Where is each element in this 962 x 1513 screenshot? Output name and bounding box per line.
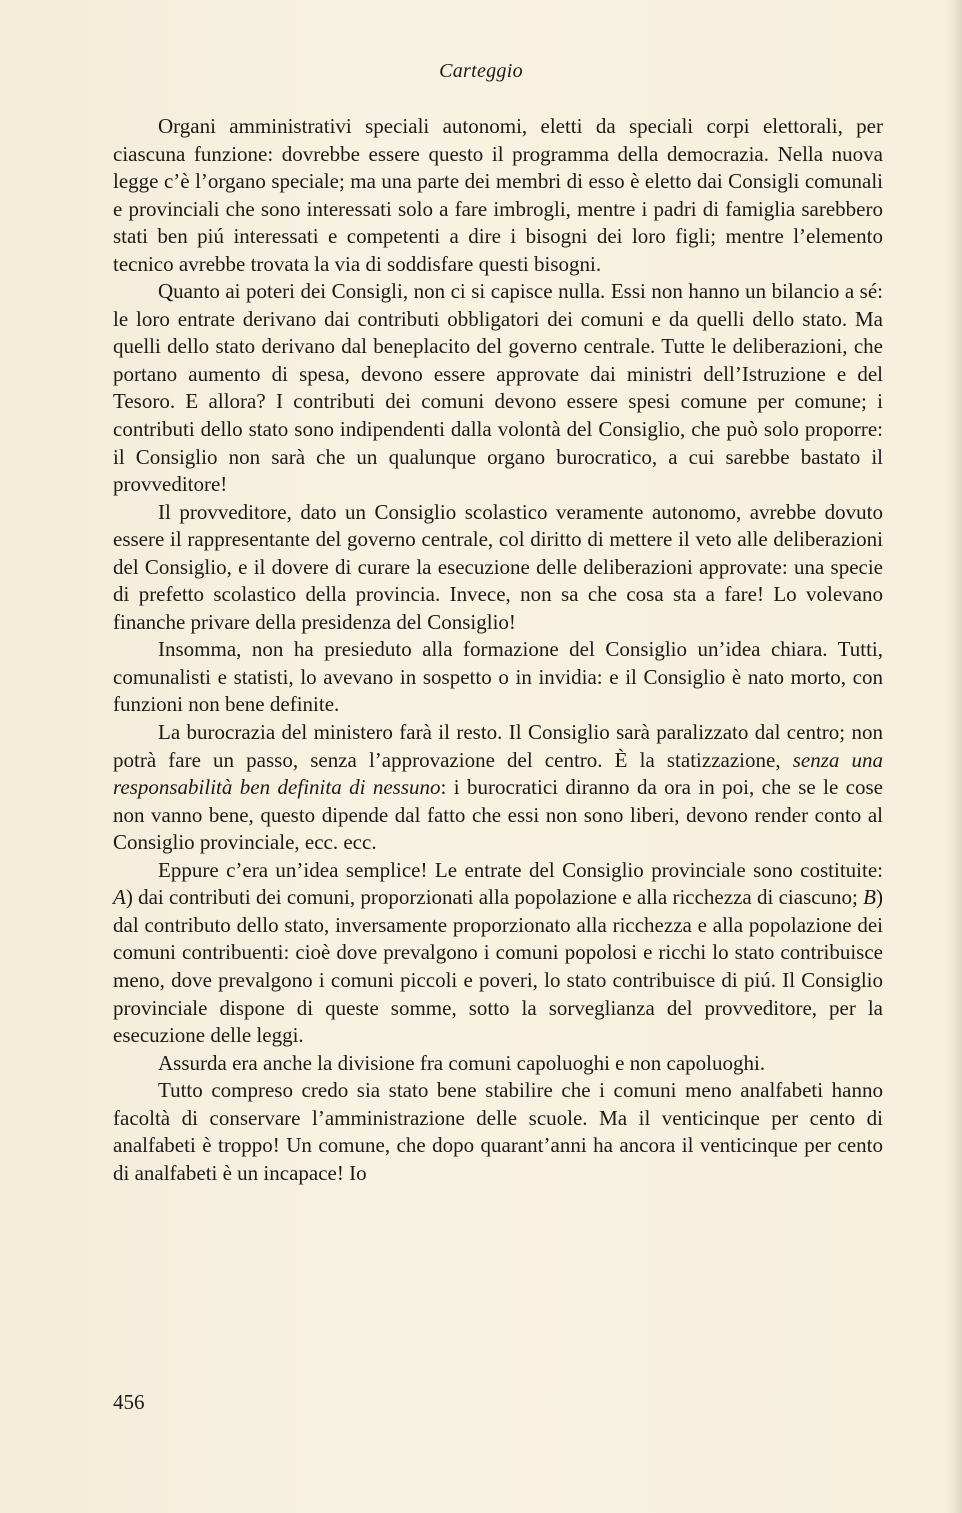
paragraph-text: Quanto ai poteri dei Consigli, non ci si capisce nulla. Essi non hanno un bilancio a sé: le loro entrate derivano dai contributi obbligatori dei comuni e da quelli dello stato. Ma quelli dello stato derivano dal beneplacito del governo centrale. Tutte le deliberazioni, che portano aumento di spesa, devono essere approvate dai ministri dell’Istruzione e del Tesoro. E allora? I contributi dei comuni devono essere spesi comune per comune; i contributi dello stato sono indipendenti dalla volontà del Consiglio, che può solo proporre: il Consiglio non sarà che un qualunque organo burocratico, a cui sarebbe bastato il provveditore! — [113, 279, 883, 497]
paragraph — [113, 113, 883, 278]
paragraph-text: Eppure c’era un’idea semplice! Le entrate del Consiglio provinciale sono costituite: — [158, 857, 883, 882]
paragraph — [113, 719, 883, 857]
paragraph-text: ) dal contributo dello stato, inversamente proporzionato alla ricchezza e alla popolazione dei comuni contribuenti: cioè dove prevalgono i comuni popolosi e ricchi lo stato contribuisce meno, dove prevalgono i comuni piccoli e poveri, lo stato contribuisce di piú. Il Consiglio provinciale dispone di queste somme, sotto la sorveglianza del provveditore, per la esecuzione delle leggi. — [113, 885, 883, 1048]
list-marker-b: B — [863, 885, 876, 910]
body-text — [113, 113, 883, 1187]
paragraph — [113, 857, 883, 1050]
paragraph-text: Tutto compreso credo sia stato bene stabilire che i comuni meno analfabeti hanno facoltà di conservare l’amministrazione delle scuole. Ma il venticinque per cento di analfabeti è troppo! Un comune, che dopo quarant’anni ha ancora il venticinque per cento di analfabeti è un incapace! Io — [113, 1078, 883, 1185]
paragraph-text: Il provveditore, dato un Consiglio scolastico veramente autonomo, avrebbe dovuto essere il rappresentante del governo centrale, col diritto di mettere il veto alle deliberazioni del Consiglio, e il dovere di curare la esecuzione delle deliberazioni approvate: una specie di prefetto scolastico della provincia. Invece, non sa che cosa sta a fare! Lo volevano finanche privare della presidenza del Consiglio! — [113, 499, 883, 634]
paragraph-text: La burocrazia del ministero farà il resto. Il Consiglio sarà paralizzato dal centro; non potrà fare un passo, senza l’approvazione del centro. È la statizzazione, — [113, 720, 883, 772]
paragraph — [113, 278, 883, 498]
paragraph — [113, 1077, 883, 1187]
running-header: Carteggio — [439, 60, 523, 82]
page-number: 456 — [113, 1390, 145, 1414]
italic-phrase: senza una responsabilità ben definita di nessuno — [113, 747, 883, 800]
paragraph-text: Organi amministrativi speciali autonomi, eletti da speciali corpi elettorali, per ciascuna funzione: dovrebbe essere questo il programma della democrazia. Nella nuova legge c’è l’organo speciale; ma una parte dei membri di esso è eletto dai Consigli comunali e provinciali che sono interessati solo a fare imbrogli, mentre i padri di famiglia sarebbero stati ben piú interessati e competenti a dire i bisogni dei loro figli; mentre l’elemento tecnico avrebbe trovata la via di soddisfare questi bisogni. — [113, 114, 883, 276]
paragraph — [113, 499, 883, 637]
paragraph-text: : i burocratici diranno da ora in poi, che se le cose non vanno bene, questo dipende dal fatto che essi non sono liberi, devono render conto al Consiglio provinciale, ecc. ecc. — [113, 775, 883, 855]
paragraph-text: Assurda era anche la divisione fra comuni capoluoghi e non capoluoghi. — [158, 1050, 766, 1075]
list-marker-a: A — [113, 885, 126, 910]
paragraph — [113, 1050, 883, 1078]
paragraph — [113, 636, 883, 719]
paragraph-text: Insomma, non ha presieduto alla formazione del Consiglio un’idea chiara. Tutti, comunalisti e statisti, lo avevano in sospetto o in invidia: e il Consiglio è nato morto, con funzioni non bene definite. — [113, 637, 883, 717]
page-edge-shadow — [948, 0, 962, 1513]
paragraph-text: ) dai contributi dei comuni, proporzionati alla popolazione e alla ricchezza di ciascuno; — [125, 885, 864, 910]
